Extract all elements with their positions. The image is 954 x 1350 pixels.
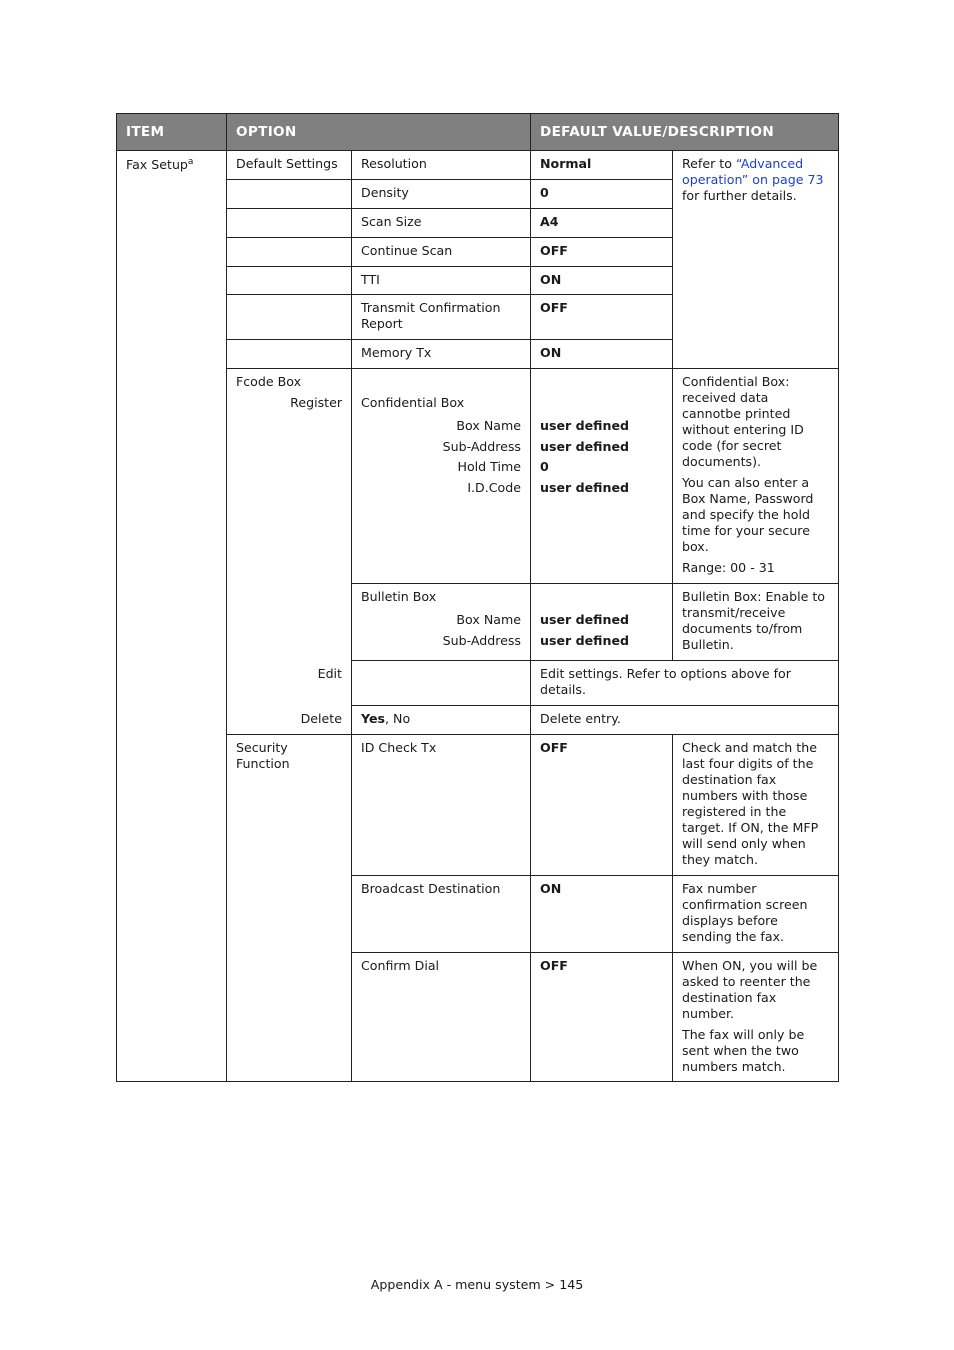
delete-options (352, 706, 531, 735)
delete-description: Delete entry. (531, 706, 839, 735)
option-name: Density (352, 180, 531, 209)
empty-cell (227, 295, 352, 340)
description-paragraph: Confidential Box: received data cannotbe printed without entering ID code (for secret documents). (682, 374, 804, 469)
table-row (117, 151, 839, 180)
confidential-description (673, 369, 839, 584)
option-value: OFF (531, 953, 673, 1082)
bulletin-title: Bulletin Box (361, 589, 437, 604)
fcode-label-cell (227, 369, 352, 584)
description-paragraph: When ON, you will be asked to reenter the destination fax number. (682, 958, 818, 1021)
field-value: user defined (540, 438, 630, 454)
page-footer: Appendix A - menu system > 145 (370, 1277, 584, 1292)
empty-cell (227, 180, 352, 209)
option-name: Confirm Dial (352, 953, 531, 1082)
option-description: Check and match the last four digits of the destination fax numbers with those registered in the target. If ON, the MFP will send only when they match. (673, 735, 839, 876)
item-cell (117, 151, 227, 1082)
option-name: Transmit Confirmation Report (352, 295, 531, 340)
edit-description: Edit settings. Refer to options above for details. (531, 661, 839, 706)
field-value: 0 (540, 459, 549, 475)
option-name: TTI (352, 267, 531, 295)
confidential-value-cell (531, 369, 673, 584)
item-footnote-mark: a (187, 156, 194, 167)
field-value: user defined (540, 612, 630, 627)
option-value: Normal (531, 151, 673, 180)
edit-label: Edit (227, 661, 352, 706)
empty-cell (227, 238, 352, 267)
field-label: Hold Time (457, 459, 521, 475)
option-name: ID Check Tx (352, 735, 531, 876)
field-label: I.D.Code (467, 479, 521, 495)
advanced-operation-link[interactable]: “Advanced operation” on page 73 (682, 156, 824, 187)
option-group-label: Default Settings (227, 151, 352, 180)
table-header-row (117, 114, 839, 151)
bulletin-description: Bulletin Box: Enable to transmit/receive documents to/from Bulletin. (673, 584, 839, 661)
field-value: user defined (540, 418, 630, 433)
description-paragraph: Range: 00 - 31 (682, 560, 775, 575)
refer-prefix: Refer to (682, 156, 736, 171)
empty-cell (227, 209, 352, 238)
header-option: OPTION (227, 114, 531, 151)
option-value: OFF (531, 238, 673, 267)
option-value: ON (531, 876, 673, 953)
fcode-label: Fcode Box (236, 374, 302, 389)
header-item: ITEM (117, 114, 227, 151)
option-value: 0 (531, 180, 673, 209)
option-name: Broadcast Destination (352, 876, 531, 953)
field-label: Box Name (456, 612, 521, 627)
option-name: Continue Scan (352, 238, 531, 267)
security-label: Security Function (227, 735, 352, 1082)
empty-cell (352, 661, 531, 706)
fcode-register: Register (290, 395, 342, 410)
header-default: DEFAULT VALUE/DESCRIPTION (531, 114, 839, 151)
option-value: A4 (531, 209, 673, 238)
bulletin-value-cell (531, 584, 673, 661)
menu-table (116, 113, 839, 1082)
option-description (673, 953, 839, 1082)
field-label: Sub-Address (442, 632, 521, 648)
refer-description (673, 151, 839, 369)
option-description: Fax number confirmation screen displays before sending the fax. (673, 876, 839, 953)
description-paragraph: The fax will only be sent when the two numbers match. (682, 1027, 805, 1074)
bulletin-option-cell (352, 584, 531, 661)
option-value: ON (531, 267, 673, 295)
option-value: OFF (531, 735, 673, 876)
field-value: user defined (540, 479, 630, 495)
description-paragraph: You can also enter a Box Name, Password and specify the hold time for your secure box. (682, 475, 814, 554)
option-value: ON (531, 340, 673, 369)
empty-cell (227, 584, 352, 661)
field-label: Box Name (456, 418, 521, 433)
option-name: Resolution (352, 151, 531, 180)
field-label: Sub-Address (442, 438, 521, 454)
confidential-title: Confidential Box (361, 395, 465, 410)
field-value: user defined (540, 632, 630, 648)
option-name: Memory Tx (352, 340, 531, 369)
option-name: Scan Size (352, 209, 531, 238)
empty-cell (227, 267, 352, 295)
confidential-option-cell (352, 369, 531, 584)
delete-no: , No (385, 711, 411, 726)
delete-label: Delete (227, 706, 352, 735)
empty-cell (227, 340, 352, 369)
delete-yes: Yes (361, 711, 386, 726)
refer-suffix: for further details. (682, 188, 797, 203)
option-value: OFF (531, 295, 673, 340)
item-name: Fax Setup (126, 157, 188, 172)
